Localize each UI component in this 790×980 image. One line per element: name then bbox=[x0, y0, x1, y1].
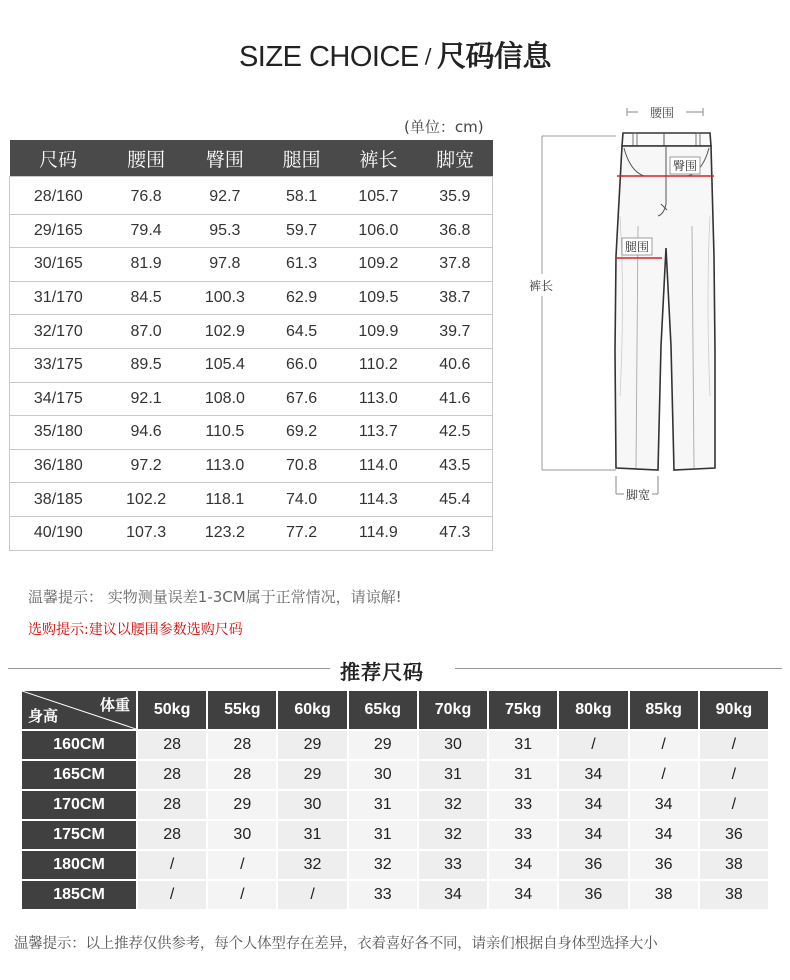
cell-hem: 47.3 bbox=[418, 516, 493, 550]
recommended-size: 28 bbox=[138, 791, 206, 819]
recommend-row bbox=[22, 881, 768, 909]
cell-size: 32/170 bbox=[10, 315, 107, 349]
size-row bbox=[10, 214, 493, 248]
recommended-size: 32 bbox=[419, 791, 487, 819]
recommended-size: 32 bbox=[419, 821, 487, 849]
unit-note: (单位：cm) bbox=[404, 118, 484, 136]
thigh-label: 腿围 bbox=[624, 240, 650, 254]
cell-hip: 113.0 bbox=[185, 449, 264, 483]
corner-cell bbox=[22, 691, 136, 729]
weight-header: 70kg bbox=[419, 691, 487, 729]
recommend-table-body bbox=[22, 731, 768, 909]
cell-hip: 102.9 bbox=[185, 315, 264, 349]
recommended-size: 38 bbox=[630, 881, 698, 909]
weight-header: 75kg bbox=[489, 691, 557, 729]
recommended-size: 32 bbox=[278, 851, 346, 879]
recommended-size: 34 bbox=[630, 821, 698, 849]
cell-size: 35/180 bbox=[10, 416, 107, 450]
recommended-size: 28 bbox=[138, 731, 206, 759]
cell-thigh: 64.5 bbox=[264, 315, 339, 349]
recommended-size: 29 bbox=[278, 731, 346, 759]
recommended-size: 30 bbox=[208, 821, 276, 849]
weight-header: 65kg bbox=[349, 691, 417, 729]
height-label: 170CM bbox=[22, 791, 136, 819]
corner-weight-label: 体重 bbox=[99, 696, 130, 714]
recommended-size: 36 bbox=[559, 881, 627, 909]
cell-length: 109.9 bbox=[339, 315, 418, 349]
recommended-size: 28 bbox=[138, 761, 206, 789]
weight-header: 85kg bbox=[630, 691, 698, 729]
recommended-size: 31 bbox=[489, 761, 557, 789]
recommend-header-row bbox=[22, 691, 768, 729]
cell-length: 113.7 bbox=[339, 416, 418, 450]
height-label: 160CM bbox=[22, 731, 136, 759]
recommended-size: 34 bbox=[489, 881, 557, 909]
size-table-body bbox=[10, 177, 493, 551]
size-row bbox=[10, 248, 493, 282]
recommended-size: / bbox=[138, 851, 206, 879]
cell-waist: 89.5 bbox=[107, 348, 186, 382]
size-row bbox=[10, 382, 493, 416]
cell-hip: 100.3 bbox=[185, 281, 264, 315]
cell-length: 109.2 bbox=[339, 248, 418, 282]
weight-header: 80kg bbox=[559, 691, 627, 729]
cell-waist: 102.2 bbox=[107, 483, 186, 517]
recommended-size: 34 bbox=[559, 791, 627, 819]
size-row bbox=[10, 177, 493, 215]
cell-waist: 92.1 bbox=[107, 382, 186, 416]
cell-hip: 92.7 bbox=[185, 177, 264, 215]
cell-waist: 87.0 bbox=[107, 315, 186, 349]
recommended-size: 36 bbox=[700, 821, 768, 849]
cell-hip: 108.0 bbox=[185, 382, 264, 416]
recommend-row bbox=[22, 731, 768, 759]
recommend-table bbox=[20, 689, 770, 911]
cell-hip: 118.1 bbox=[185, 483, 264, 517]
size-row bbox=[10, 281, 493, 315]
length-label: 裤长 bbox=[528, 279, 554, 293]
recommended-size: 31 bbox=[419, 761, 487, 789]
cell-hem: 43.5 bbox=[418, 449, 493, 483]
recommend-row bbox=[22, 761, 768, 789]
divider-left bbox=[8, 668, 330, 669]
cell-hip: 97.8 bbox=[185, 248, 264, 282]
recommended-size: / bbox=[700, 791, 768, 819]
height-label: 180CM bbox=[22, 851, 136, 879]
cell-waist: 97.2 bbox=[107, 449, 186, 483]
recommended-size: 36 bbox=[559, 851, 627, 879]
cell-hem: 38.7 bbox=[418, 281, 493, 315]
cell-hem: 35.9 bbox=[418, 177, 493, 215]
recommended-size: / bbox=[208, 881, 276, 909]
cell-hip: 95.3 bbox=[185, 214, 264, 248]
recommended-size: 33 bbox=[349, 881, 417, 909]
header-length: 裤长 bbox=[339, 140, 418, 177]
cell-hem: 41.6 bbox=[418, 382, 493, 416]
cell-thigh: 62.9 bbox=[264, 281, 339, 315]
weight-header: 50kg bbox=[138, 691, 206, 729]
recommended-size: 28 bbox=[208, 761, 276, 789]
size-row bbox=[10, 449, 493, 483]
header-hem: 脚宽 bbox=[418, 140, 493, 177]
recommended-size: 36 bbox=[630, 851, 698, 879]
measurement-tip: 温馨提示： 实物测量误差1-3CM属于正常情况，请谅解! bbox=[28, 588, 402, 606]
cell-size: 38/185 bbox=[10, 483, 107, 517]
cell-size: 34/175 bbox=[10, 382, 107, 416]
weight-header: 60kg bbox=[278, 691, 346, 729]
cell-length: 110.2 bbox=[339, 348, 418, 382]
cell-size: 29/165 bbox=[10, 214, 107, 248]
corner-height-label: 身高 bbox=[28, 707, 59, 725]
recommended-size: 30 bbox=[278, 791, 346, 819]
recommended-size: 28 bbox=[138, 821, 206, 849]
header-hip: 臀围 bbox=[185, 140, 264, 177]
size-table-header bbox=[10, 140, 493, 177]
header-waist: 腰围 bbox=[107, 140, 186, 177]
recommend-title: 推荐尺码 bbox=[340, 660, 424, 684]
recommend-row bbox=[22, 821, 768, 849]
size-row bbox=[10, 315, 493, 349]
recommended-size: 29 bbox=[349, 731, 417, 759]
hip-label: 臀围 bbox=[672, 159, 698, 173]
cell-thigh: 59.7 bbox=[264, 214, 339, 248]
height-label: 165CM bbox=[22, 761, 136, 789]
recommended-size: 30 bbox=[349, 761, 417, 789]
cell-hip: 110.5 bbox=[185, 416, 264, 450]
recommended-size: / bbox=[278, 881, 346, 909]
cell-thigh: 61.3 bbox=[264, 248, 339, 282]
cell-thigh: 66.0 bbox=[264, 348, 339, 382]
cell-hip: 105.4 bbox=[185, 348, 264, 382]
recommended-size: 34 bbox=[489, 851, 557, 879]
cell-length: 113.0 bbox=[339, 382, 418, 416]
recommended-size: 38 bbox=[700, 881, 768, 909]
cell-length: 106.0 bbox=[339, 214, 418, 248]
cell-thigh: 70.8 bbox=[264, 449, 339, 483]
recommended-size: / bbox=[700, 731, 768, 759]
cell-thigh: 69.2 bbox=[264, 416, 339, 450]
cell-hem: 40.6 bbox=[418, 348, 493, 382]
recommended-size: / bbox=[208, 851, 276, 879]
recommended-size: 33 bbox=[489, 791, 557, 819]
cell-waist: 94.6 bbox=[107, 416, 186, 450]
pants-illustration bbox=[520, 96, 790, 516]
size-row bbox=[10, 416, 493, 450]
recommended-size: 31 bbox=[349, 791, 417, 819]
recommended-size: 31 bbox=[489, 731, 557, 759]
title-separator: / bbox=[424, 44, 432, 68]
cell-length: 114.9 bbox=[339, 516, 418, 550]
weight-header: 90kg bbox=[700, 691, 768, 729]
height-label: 175CM bbox=[22, 821, 136, 849]
recommended-size: 29 bbox=[208, 791, 276, 819]
recommended-size: 34 bbox=[630, 791, 698, 819]
recommended-size: 34 bbox=[559, 821, 627, 849]
recommend-row bbox=[22, 851, 768, 879]
recommended-size: / bbox=[700, 761, 768, 789]
cell-hip: 123.2 bbox=[185, 516, 264, 550]
size-row bbox=[10, 516, 493, 550]
header-thigh: 腿围 bbox=[264, 140, 339, 177]
cell-thigh: 77.2 bbox=[264, 516, 339, 550]
cell-hem: 36.8 bbox=[418, 214, 493, 248]
weight-header: 55kg bbox=[208, 691, 276, 729]
cell-waist: 107.3 bbox=[107, 516, 186, 550]
buying-tip: 选购提示:建议以腰围参数选购尺码 bbox=[28, 622, 243, 638]
cell-thigh: 74.0 bbox=[264, 483, 339, 517]
page-title bbox=[0, 34, 790, 75]
cell-length: 114.3 bbox=[339, 483, 418, 517]
cell-length: 105.7 bbox=[339, 177, 418, 215]
recommended-size: 30 bbox=[419, 731, 487, 759]
cell-size: 30/165 bbox=[10, 248, 107, 282]
cell-hem: 37.8 bbox=[418, 248, 493, 282]
cell-size: 31/170 bbox=[10, 281, 107, 315]
header-size: 尺码 bbox=[10, 140, 107, 177]
size-table bbox=[9, 140, 493, 551]
cell-waist: 84.5 bbox=[107, 281, 186, 315]
cell-size: 40/190 bbox=[10, 516, 107, 550]
recommended-size: 29 bbox=[278, 761, 346, 789]
size-row bbox=[10, 348, 493, 382]
cell-thigh: 67.6 bbox=[264, 382, 339, 416]
cell-hem: 45.4 bbox=[418, 483, 493, 517]
divider-right bbox=[455, 668, 782, 669]
cell-size: 33/175 bbox=[10, 348, 107, 382]
cell-length: 114.0 bbox=[339, 449, 418, 483]
cell-size: 36/180 bbox=[10, 449, 107, 483]
cell-size: 28/160 bbox=[10, 177, 107, 215]
recommended-size: 28 bbox=[208, 731, 276, 759]
cell-waist: 76.8 bbox=[107, 177, 186, 215]
cell-thigh: 58.1 bbox=[264, 177, 339, 215]
recommended-size: 34 bbox=[559, 761, 627, 789]
size-row bbox=[10, 483, 493, 517]
recommended-size: 31 bbox=[278, 821, 346, 849]
footer-tip: 温馨提示：以上推荐仅供参考，每个人体型存在差异，衣着喜好各不同，请亲们根据自身体型选择大小 bbox=[14, 936, 658, 952]
recommended-size: 33 bbox=[489, 821, 557, 849]
hem-label: 脚宽 bbox=[625, 488, 651, 502]
cell-hem: 42.5 bbox=[418, 416, 493, 450]
cell-hem: 39.7 bbox=[418, 315, 493, 349]
recommend-row bbox=[22, 791, 768, 819]
recommended-size: / bbox=[630, 731, 698, 759]
waist-label: 腰围 bbox=[649, 106, 675, 120]
recommended-size: / bbox=[138, 881, 206, 909]
cell-waist: 81.9 bbox=[107, 248, 186, 282]
recommended-size: 38 bbox=[700, 851, 768, 879]
recommended-size: 34 bbox=[419, 881, 487, 909]
pants-diagram bbox=[520, 96, 790, 516]
recommended-size: 33 bbox=[419, 851, 487, 879]
cell-length: 109.5 bbox=[339, 281, 418, 315]
title-english: SIZE CHOICE bbox=[238, 41, 419, 73]
recommended-size: / bbox=[559, 731, 627, 759]
title-chinese: 尺码信息 bbox=[437, 39, 552, 73]
recommended-size: 31 bbox=[349, 821, 417, 849]
cell-waist: 79.4 bbox=[107, 214, 186, 248]
recommended-size: 32 bbox=[349, 851, 417, 879]
height-label: 185CM bbox=[22, 881, 136, 909]
recommended-size: / bbox=[630, 761, 698, 789]
